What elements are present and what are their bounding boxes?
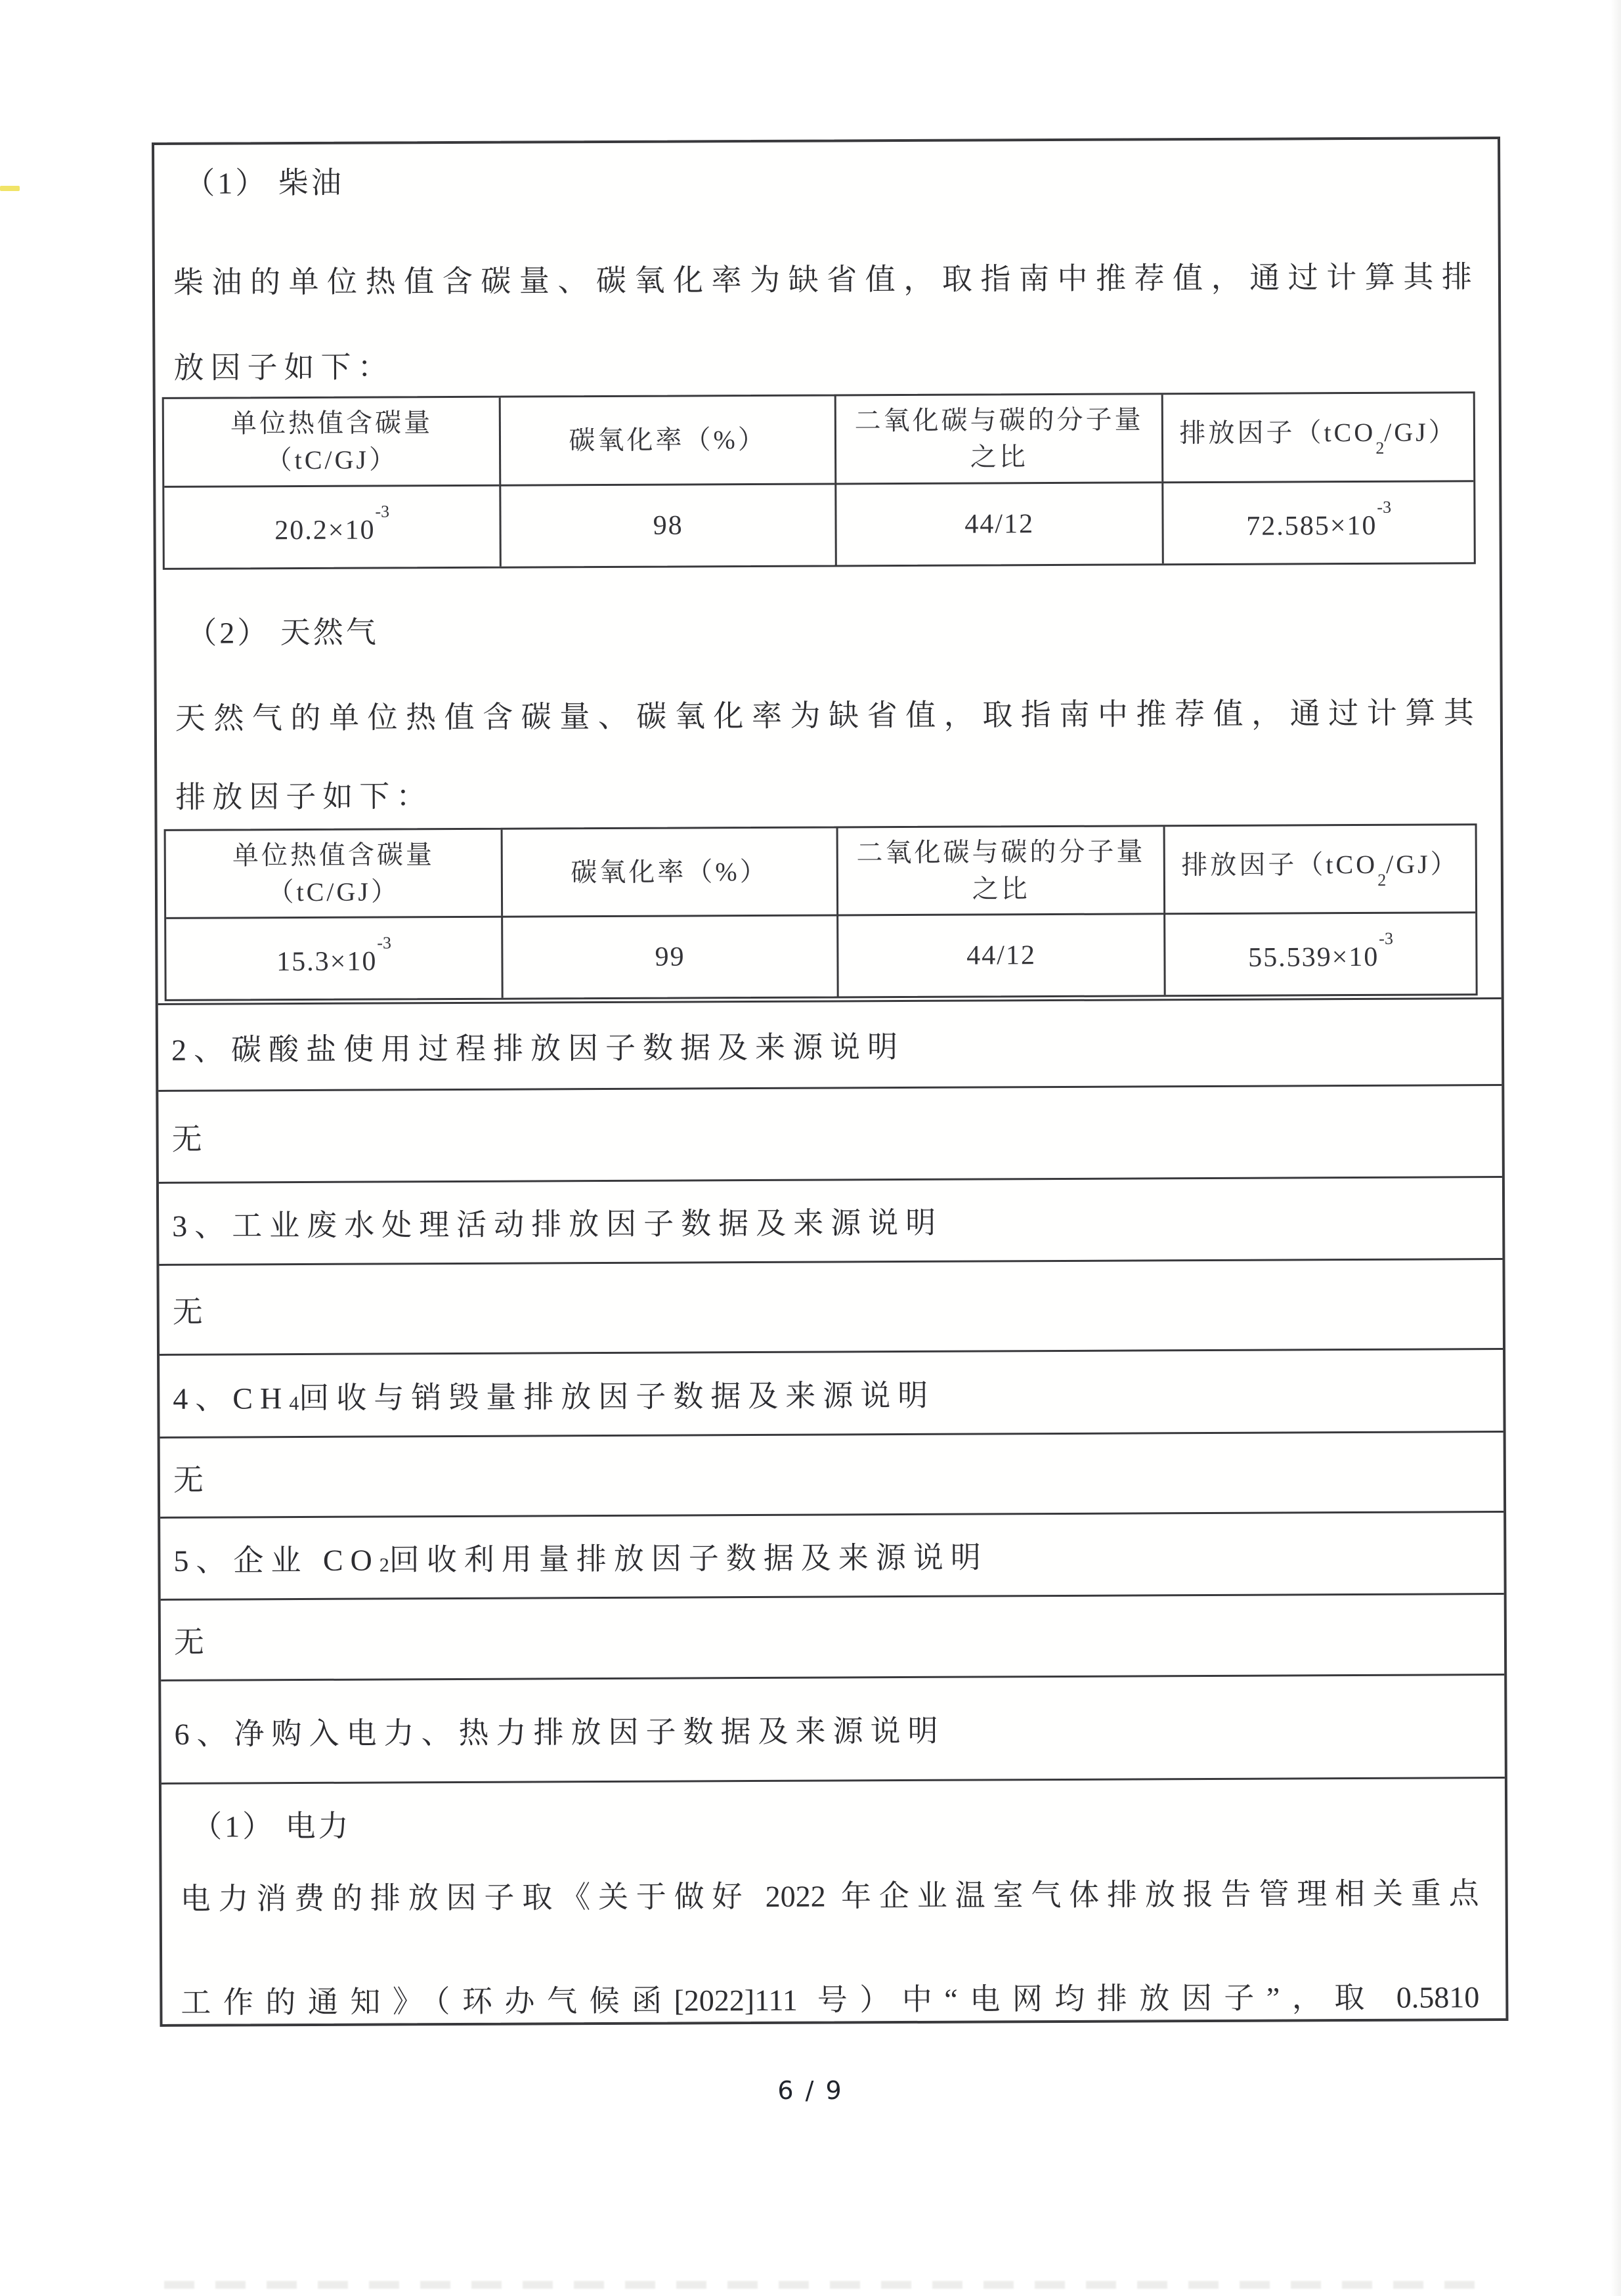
natural-gas-paragraph-line2: 排放因子如下： bbox=[175, 779, 433, 814]
table-header-oxidation-rate: 碳氧化率（%） bbox=[499, 396, 834, 484]
page-number: 6 / 9 bbox=[777, 2076, 844, 2105]
section-carbonate-content: 无 bbox=[158, 1084, 1502, 1182]
superscript-exp: -3 bbox=[375, 502, 390, 521]
diesel-emission-factor-value: $72.585\times 10^{-3}$ bbox=[1162, 480, 1474, 563]
scan-artifact-bleedthrough bbox=[164, 2281, 1490, 2289]
gas-emission-factor-value: $55.539\times 10^{-3}$ bbox=[1164, 911, 1476, 995]
section-co2-content: 无 bbox=[161, 1593, 1505, 1679]
natural-gas-paragraph-line1: 天然气的单位热值含碳量、碳氧化率为缺省值，取指南中推荐值，通过计算其 bbox=[175, 696, 1474, 735]
sections-block bbox=[158, 997, 1506, 2029]
section-ch4-title: 4、CH $_4$ 回收与销毁量排放因子数据及来源说明 bbox=[160, 1348, 1503, 1437]
section-wastewater-content: 无 bbox=[159, 1258, 1503, 1354]
table-header-oxidation-rate: 碳氧化率（%） bbox=[501, 828, 836, 915]
electricity-heading: （1） 电力 bbox=[192, 1809, 351, 1844]
diesel-paragraph-line2: 放因子如下： bbox=[173, 350, 395, 385]
scan-artifact-yellow-mark bbox=[0, 186, 20, 191]
section-power-heat-body bbox=[162, 1777, 1506, 2029]
section-co2-title: 5、企业 CO $_2$ 回收利用量排放因子数据及来源说明 bbox=[160, 1511, 1504, 1599]
table-header-carbon-content: 单位热值含碳量 （tC/GJ） bbox=[230, 408, 433, 475]
subscript-2: 2 bbox=[1377, 870, 1387, 890]
electricity-paragraph-line1: 电力消费的排放因子取《关于做好 2022 年企业温室气体排放报告管理相关重点 bbox=[180, 1876, 1479, 1916]
subscript-2: 2 bbox=[1375, 438, 1385, 458]
gas-carbon-content-value: $15.3\times 10^{-3}$ bbox=[166, 916, 502, 999]
electricity-paragraph-line2: 工作的通知》（环办气候函[2022]111 号）中“电网均排放因子”，取 0.5810 bbox=[181, 1980, 1480, 2020]
table-header-emission-factor: 排放因子（tCO$_2$/GJ） bbox=[1161, 393, 1473, 481]
table-header-emission-factor: 排放因子（tCO$_2$/GJ） bbox=[1163, 825, 1475, 913]
diesel-oxidation-value: 98 bbox=[500, 483, 835, 566]
diesel-paragraph-line1: 柴油的单位热值含碳量、碳氧化率为缺省值，取指南中推荐值，通过计算其排 bbox=[173, 260, 1473, 299]
section-carbonate-title: 2、碳酸盐使用过程排放因子数据及来源说明 bbox=[158, 997, 1502, 1090]
section-power-heat-title: 6、净购入电力、热力排放因子数据及来源说明 bbox=[161, 1674, 1505, 1783]
natural-gas-heading: （2） 天然气 bbox=[186, 615, 379, 650]
diesel-factor-table bbox=[162, 391, 1476, 570]
superscript-exp: -3 bbox=[1379, 928, 1393, 948]
subscript-2: 2 bbox=[379, 1554, 389, 1576]
diesel-heading: （1） 柴油 bbox=[184, 165, 344, 200]
section-ch4-content: 无 bbox=[160, 1431, 1504, 1517]
section-wastewater-title: 3、工业废水处理活动排放因子数据及来源说明 bbox=[159, 1176, 1503, 1264]
table-header-carbon-content: 单位热值含碳量 （tC/GJ） bbox=[232, 839, 435, 907]
gas-ratio-value: 44/12 bbox=[836, 913, 1164, 996]
diesel-carbon-content-value: $20.2\times 10^{-3}$ bbox=[164, 485, 500, 568]
natural-gas-factor-table bbox=[164, 823, 1478, 1001]
superscript-exp: -3 bbox=[1377, 497, 1392, 517]
subscript-4: 4 bbox=[289, 1392, 299, 1414]
table-header-molecular-ratio: 二氧化碳与碳的分子量 之比 bbox=[834, 395, 1162, 483]
table-header-molecular-ratio: 二氧化碳与碳的分子量 之比 bbox=[836, 827, 1163, 914]
content-box bbox=[152, 137, 1509, 2027]
scan-artifact-edge-shadow bbox=[1610, 0, 1621, 2296]
superscript-exp: -3 bbox=[377, 933, 392, 953]
gas-oxidation-value: 99 bbox=[502, 914, 837, 997]
diesel-ratio-value: 44/12 bbox=[834, 481, 1162, 565]
